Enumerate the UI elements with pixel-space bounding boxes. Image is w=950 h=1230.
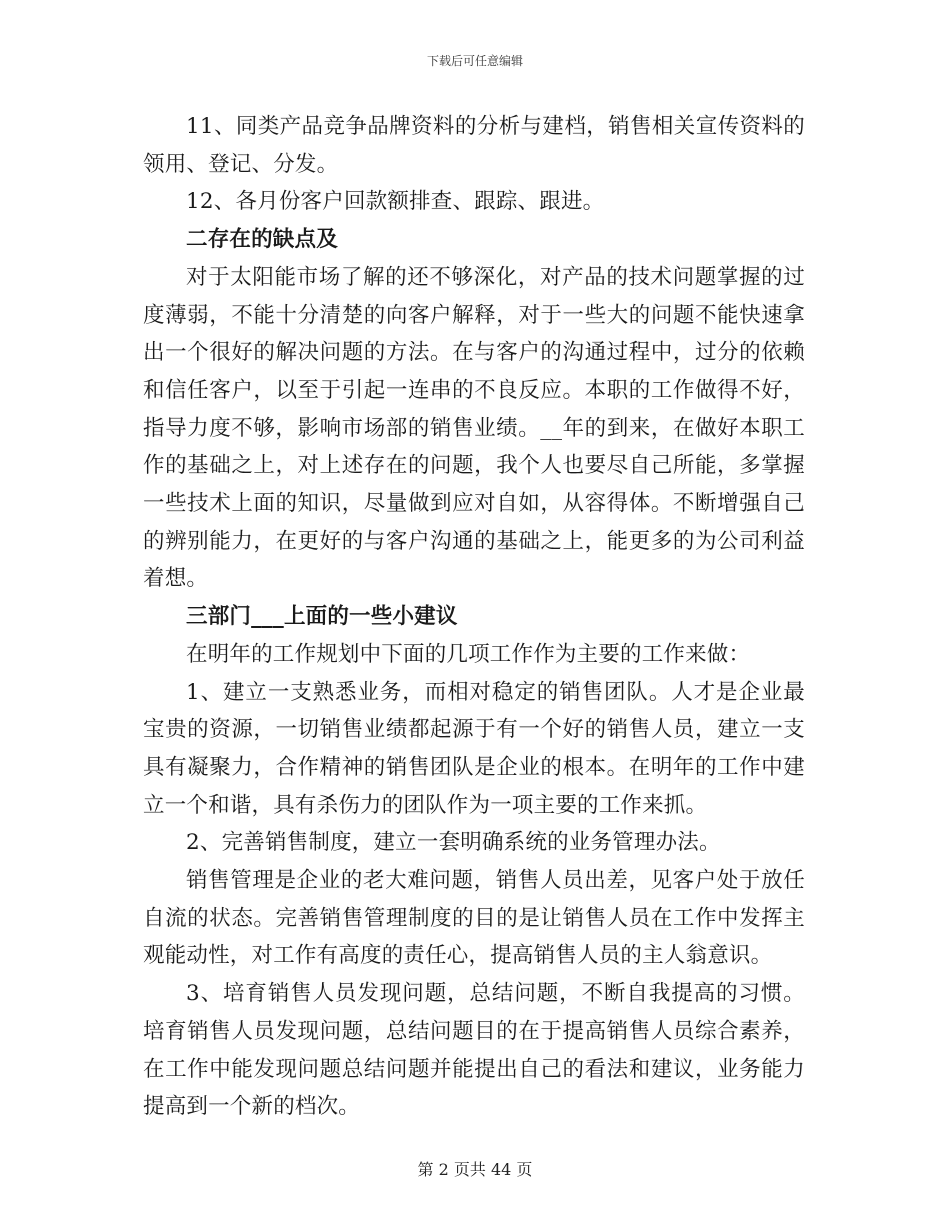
- paragraph-sales-management: 销售管理是企业的老大难问题，销售人员出差，见客户处于放任自流的状态。完善销售管理制度的目的是让销售人员在工作中发挥主观能动性，对工作有高度的责任心，提高销售人员的主人翁意识。: [143, 868, 805, 969]
- paragraph-shortcomings: 对于太阳能市场了解的还不够深化，对产品的技术问题掌握的过度薄弱，不能十分清楚的向客户解释，对于一些大的问题不能快速拿出一个很好的解决问题的方法。在与客户的沟通过程中，过分的依赖和信任客户，以至于引起一连串的不良反应。本职的工作做得不好，指导力度不够，影响市场部的销售业绩。__年的到来，在做好本职工作的基础之上，对上述存在的问题，我个人也要尽自己所能，多掌握一些技术上面的知识，尽量做到应对自如，从容得体。不断增强自己的辨别能力，在更好的与客户沟通的基础之上，能更多的为公司利益着想。: [143, 264, 805, 592]
- paragraph-suggestion-2: 2、完善销售制度，建立一套明确系统的业务管理办法。: [186, 830, 721, 856]
- paragraph-suggestion-1: 1、建立一支熟悉业务，而相对稳定的销售团队。人才是企业最宝贵的资源，一切销售业绩都起源于有一个好的销售人员，建立一支具有凝聚力，合作精神的销售团队是企业的根本。在明年的工作中建立一个和谐，具有杀伤力的团队作为一项主要的工作来抓。: [143, 679, 805, 818]
- section-heading-shortcomings: 二存在的缺点及: [186, 227, 338, 253]
- page-footer: 第 2 页共 44 页: [417, 1160, 533, 1179]
- paragraph-item-11: 11、同类产品竞争品牌资料的分析与建档，销售相关宣传资料的领用、登记、分发。: [143, 114, 805, 177]
- paragraph-item-12: 12、各月份客户回款额排查、跟踪、跟进。: [186, 189, 605, 215]
- page-header: 下载后可任意编辑: [426, 54, 523, 68]
- paragraph-plan-intro: 在明年的工作规划中下面的几项工作作为主要的工作来做：: [186, 641, 751, 667]
- section-heading-suggestions: 三部门___上面的一些小建议: [186, 604, 458, 630]
- document-body: [143, 108, 805, 1126]
- paragraph-suggestion-3: 3、培育销售人员发现问题，总结问题，不断自我提高的习惯。培育销售人员发现问题，总结问题目的在于提高销售人员综合素养，在工作中能发现问题总结问题并能提出自己的看法和建议，业务能力提高到一个新的档次。: [143, 981, 805, 1120]
